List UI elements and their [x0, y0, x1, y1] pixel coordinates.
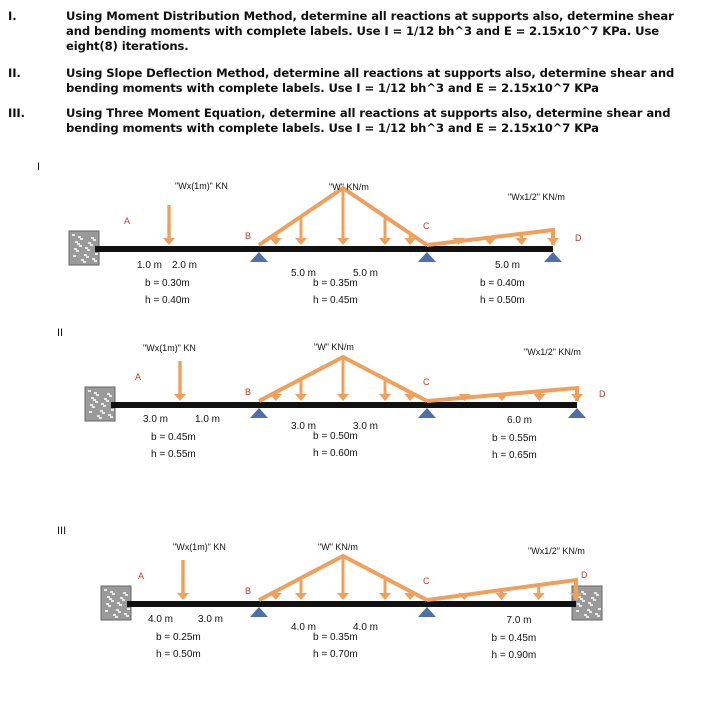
- distributed-load-arrow-head: [404, 394, 416, 401]
- triangular-load-label: "Wx1/2" KN/m: [508, 192, 565, 202]
- span1-height: h = 0.55m: [151, 449, 196, 460]
- point-load-arrow: [174, 361, 186, 401]
- fixed-support-left-speckle: [104, 589, 107, 591]
- pin-support-d: [544, 252, 562, 262]
- distributed-load-arrow: [337, 190, 349, 245]
- joint-label-b: B: [245, 387, 252, 397]
- fixed-support-right-speckle: [596, 594, 599, 596]
- span1-length-a: 3.0 m: [143, 414, 169, 425]
- triangular-load-arrow-head: [496, 394, 508, 401]
- fixed-support-left-speckle: [90, 404, 93, 406]
- fixed-support-left-speckle: [79, 245, 82, 247]
- fixed-support-left-speckle: [94, 392, 97, 394]
- problem-label: II: [57, 327, 64, 339]
- span1-length-a: 4.0 m: [148, 614, 174, 625]
- fixed-support-left-speckle: [113, 614, 116, 616]
- fixed-support-left-speckle: [90, 244, 93, 246]
- joint-label-a: A: [138, 571, 145, 581]
- fixed-support-left-speckle: [94, 260, 97, 262]
- fixed-support-left-speckle: [85, 247, 88, 249]
- triangular-load-arrow: [516, 235, 528, 245]
- span2-length-b: 4.0 m: [353, 622, 379, 633]
- point-load-arrow: [163, 205, 175, 245]
- distributed-load-arrow-head: [270, 238, 282, 245]
- fixed-support-left-speckle: [109, 395, 112, 397]
- fixed-support-right-speckle: [587, 609, 590, 611]
- fixed-support-left-speckle: [92, 406, 95, 408]
- distributed-load-arrow-head: [295, 238, 307, 245]
- span3-height: h = 0.90m: [491, 650, 537, 661]
- distributed-load-arrow-head: [404, 238, 416, 245]
- fixed-support-left-speckle: [101, 403, 104, 405]
- span3-length: 6.0 m: [507, 415, 533, 426]
- fixed-support-right-speckle: [588, 602, 591, 604]
- distributed-load-arrow: [404, 592, 416, 600]
- fixed-support-left-speckle: [97, 415, 100, 417]
- joint-label-c: C: [423, 576, 430, 586]
- fixed-support-right-speckle: [581, 591, 584, 593]
- fixed-support-left-speckle: [91, 397, 94, 399]
- point-load-arrow-head: [177, 593, 189, 600]
- fixed-support-left-speckle: [92, 258, 95, 260]
- joint-label-a: A: [124, 216, 131, 226]
- triangular-load-arrow-head: [571, 394, 583, 401]
- fixed-support-left-speckle: [108, 605, 111, 607]
- point-load-label: "Wx(1m)" KN: [143, 343, 196, 353]
- instruction-3-text: Using Three Moment Equation, determine all reactions at supports also, determine shear and bending moments with complete labels. Use I = 1/12 bh^3 and E = 2.15x10^7 KPa: [66, 106, 671, 135]
- fixed-support-left-speckle: [99, 417, 102, 419]
- fixed-support-left-speckle: [81, 259, 84, 261]
- problem-label: III: [57, 525, 67, 537]
- distributed-load-arrow: [379, 381, 391, 401]
- distributed-load-arrow: [295, 381, 307, 401]
- span3-width: b = 0.40m: [480, 278, 525, 289]
- point-load-arrow-head: [163, 238, 175, 245]
- fixed-support-right-speckle: [589, 611, 592, 613]
- fixed-support-right-speckle: [576, 610, 579, 612]
- fixed-support-left-speckle: [93, 399, 96, 401]
- point-load-arrow: [177, 560, 189, 600]
- span2-height: h = 0.60m: [313, 448, 358, 459]
- fixed-support-left-speckle: [73, 255, 76, 257]
- span2-width: b = 0.35m: [313, 278, 358, 289]
- fixed-support-left-speckle: [117, 602, 120, 604]
- fixed-support-right-speckle: [580, 598, 583, 600]
- fixed-support-left-speckle: [123, 592, 126, 594]
- fixed-support-right-speckle: [582, 600, 585, 602]
- span1-width: b = 0.25m: [156, 632, 201, 643]
- fixed-support-left-speckle: [116, 609, 119, 611]
- distributed-load-arrow-head: [337, 593, 349, 600]
- fixed-support-left-speckle: [89, 411, 92, 413]
- joint-label-d: D: [575, 233, 582, 243]
- fixed-support-left-speckle: [104, 398, 107, 400]
- span2-height: h = 0.70m: [313, 649, 358, 660]
- fixed-support-left-speckle: [118, 611, 121, 613]
- distributed-load-arrow-head: [379, 238, 391, 245]
- fixed-support-right-speckle: [590, 604, 593, 606]
- fixed-support-left-speckle: [107, 393, 110, 395]
- distributed-load-arrow-head: [337, 394, 349, 401]
- fixed-support-left-speckle: [72, 234, 75, 236]
- fixed-support-left-speckle: [115, 616, 118, 618]
- point-load-label: "Wx(1m)" KN: [175, 181, 228, 191]
- beam-problem-2: [57, 327, 606, 461]
- span1-length-b: 2.0 m: [172, 260, 198, 271]
- fixed-support-right-speckle: [579, 605, 582, 607]
- span2-width: b = 0.35m: [313, 632, 358, 643]
- pin-support-c: [418, 252, 436, 262]
- fixed-support-left-speckle: [100, 410, 103, 412]
- fixed-support-left-speckle: [110, 416, 113, 418]
- distributed-load-arrow: [295, 219, 307, 246]
- pin-support-b: [250, 252, 268, 262]
- fixed-support-left-speckle: [95, 253, 98, 255]
- span3-width: b = 0.55m: [492, 433, 537, 444]
- pin-support-b: [250, 408, 268, 418]
- beam: [127, 601, 576, 607]
- fixed-support-left-speckle: [93, 239, 96, 241]
- triangular-load-arrow-head: [516, 238, 528, 245]
- instruction-3-numeral: III.: [8, 106, 25, 120]
- distributed-load-arrow-head: [295, 593, 307, 600]
- fixed-support-right-speckle: [591, 597, 594, 599]
- span1-length-b: 1.0 m: [195, 414, 221, 425]
- beam-problem-3: [57, 525, 602, 661]
- triangular-load-arrow: [571, 389, 583, 401]
- distributed-load-arrow: [270, 393, 282, 401]
- fixed-support-left-speckle: [87, 249, 90, 251]
- fixed-support-left-speckle: [112, 593, 115, 595]
- distributed-load-arrow-head: [379, 593, 391, 600]
- distributed-load-arrow-head: [295, 394, 307, 401]
- fixed-support-left-speckle: [103, 405, 106, 407]
- triangular-load-arrow: [484, 238, 496, 245]
- fixed-support-left-speckle: [78, 236, 81, 238]
- joint-label-b: B: [245, 231, 252, 241]
- fixed-support-left-speckle: [91, 237, 94, 239]
- fixed-support-left-speckle: [105, 610, 108, 612]
- span2-length-a: 3.0 m: [291, 421, 317, 432]
- fixed-support-left-speckle: [77, 243, 80, 245]
- fixed-support-left-speckle: [86, 256, 89, 258]
- fixed-support-right-speckle: [586, 616, 589, 618]
- fixed-support-left-speckle: [119, 604, 122, 606]
- distributed-load-arrow-head: [270, 593, 282, 600]
- instruction-1-numeral: I.: [8, 9, 17, 23]
- span3-length: 5.0 m: [495, 260, 521, 271]
- beam: [95, 246, 553, 252]
- span3-height: h = 0.50m: [480, 295, 525, 306]
- fixed-support-left-speckle: [102, 412, 105, 414]
- fixed-support-left: [69, 231, 99, 265]
- span2-length-b: 3.0 m: [353, 421, 379, 432]
- problem-label: I: [37, 161, 41, 173]
- fixed-support-left-speckle: [111, 409, 114, 411]
- fixed-support-left-speckle: [110, 591, 113, 593]
- triangular-load-label: "Wx1/2" KN/m: [524, 347, 581, 357]
- fixed-support-right-speckle: [584, 614, 587, 616]
- fixed-support-left-speckle: [83, 261, 86, 263]
- fixed-support-left-speckle: [109, 598, 112, 600]
- span1-length-b: 3.0 m: [198, 614, 224, 625]
- pin-support-c: [418, 607, 436, 617]
- triangular-load-arrow-head: [547, 238, 559, 245]
- fixed-support-left-speckle: [125, 594, 128, 596]
- beam-problem-1: [37, 161, 582, 306]
- distributed-load-label: "W" KN/m: [318, 542, 358, 552]
- beam: [111, 402, 577, 408]
- fixed-support-left-speckle: [111, 600, 114, 602]
- span3-length: 7.0 m: [506, 615, 532, 626]
- fixed-support-left-speckle: [96, 394, 99, 396]
- joint-label-d: D: [581, 570, 588, 580]
- distributed-load-arrow: [337, 558, 349, 600]
- span1-width: b = 0.30m: [145, 278, 190, 289]
- triangular-load-arrow: [496, 394, 508, 401]
- fixed-support-right-speckle: [594, 592, 597, 594]
- triangular-load-label: "Wx1/2" KN/m: [528, 546, 585, 556]
- distributed-load-arrow: [404, 393, 416, 401]
- span3-height: h = 0.65m: [492, 450, 537, 461]
- joint-label-c: C: [423, 221, 430, 231]
- fixed-support-right-speckle: [577, 603, 580, 605]
- span1-height: h = 0.50m: [156, 649, 201, 660]
- fixed-support-left-speckle: [88, 390, 91, 392]
- fixed-support-left-speckle: [95, 401, 98, 403]
- distributed-load-arrow-head: [404, 593, 416, 600]
- distributed-load-arrow: [379, 580, 391, 600]
- distributed-load-arrow: [379, 219, 391, 246]
- span2-width: b = 0.50m: [313, 431, 358, 442]
- distributed-load-arrow: [295, 580, 307, 600]
- distributed-load-arrow-head: [270, 394, 282, 401]
- fixed-support-left-speckle: [88, 242, 91, 244]
- fixed-support-left-speckle: [74, 248, 77, 250]
- fixed-support-left-speckle: [108, 414, 111, 416]
- fixed-support-left-speckle: [120, 597, 123, 599]
- instruction-2-text: Using Slope Deflection Method, determine all reactions at supports also, determine shear and bending moments with complete labels. Use I = 1/12 bh^3 and E = 2.15x10^7 KPa: [66, 66, 675, 95]
- pin-support-b: [250, 607, 268, 617]
- triangular-load-arrow: [547, 231, 559, 245]
- span2-height: h = 0.45m: [313, 295, 358, 306]
- fixed-support-left-speckle: [80, 238, 83, 240]
- span2-length-b: 5.0 m: [353, 268, 379, 279]
- span3-width: b = 0.45m: [491, 633, 537, 644]
- fixed-support-right-speckle: [597, 615, 600, 617]
- fixed-support-right-speckle: [595, 613, 598, 615]
- triangular-load-arrow-head: [496, 593, 508, 600]
- fixed-support-left: [101, 586, 131, 620]
- fixed-support-left-speckle: [127, 608, 130, 610]
- pin-support-c: [418, 408, 436, 418]
- span1-width: b = 0.45m: [151, 432, 196, 443]
- fixed-support-left-speckle: [76, 250, 79, 252]
- fixed-support-left-speckle: [84, 254, 87, 256]
- fixed-support-left-speckle: [106, 603, 109, 605]
- joint-label-a: A: [135, 372, 142, 382]
- triangular-load-arrow-head: [533, 593, 545, 600]
- joint-label-c: C: [423, 377, 430, 387]
- distributed-load-label: "W" KN/m: [314, 342, 354, 352]
- distributed-load-label: "W" KN/m: [329, 182, 369, 192]
- triangular-load-arrow-head: [534, 394, 546, 401]
- span1-height: h = 0.40m: [145, 295, 190, 306]
- fixed-support-left-speckle: [107, 596, 110, 598]
- triangular-load-arrow-head: [484, 238, 496, 245]
- span1-length-a: 1.0 m: [137, 260, 163, 271]
- fixed-support-left: [85, 387, 115, 421]
- pin-support-d: [568, 408, 586, 418]
- distributed-load-arrow-head: [379, 394, 391, 401]
- fixed-support-left-speckle: [122, 599, 125, 601]
- fixed-support-left-speckle: [75, 241, 78, 243]
- fixed-support-left-speckle: [106, 400, 109, 402]
- distributed-load-arrow-head: [337, 238, 349, 245]
- triangular-load-arrow: [533, 586, 545, 600]
- point-load-label: "Wx(1m)" KN: [173, 542, 226, 552]
- fixed-support-left-speckle: [126, 615, 129, 617]
- fixed-support-left-speckle: [124, 613, 127, 615]
- span2-length-a: 5.0 m: [291, 268, 317, 279]
- joint-label-d: D: [599, 389, 606, 399]
- distributed-load-arrow: [337, 359, 349, 401]
- fixed-support-right-speckle: [593, 599, 596, 601]
- fixed-support-right-speckle: [598, 608, 601, 610]
- span2-length-a: 4.0 m: [291, 622, 317, 633]
- point-load-arrow-head: [174, 394, 186, 401]
- distributed-load-arrow: [270, 592, 282, 600]
- instruction-1-text: Using Moment Distribution Method, determine all reactions at supports also, determine shear and bending moments with complete labels. Use I = 1/12 bh^3 and E = 2.15x10^7 KPa. Use eight(8) iterations.: [66, 9, 674, 53]
- joint-label-b: B: [245, 586, 252, 596]
- instruction-2-numeral: II.: [8, 66, 21, 80]
- fixed-support-right-speckle: [583, 593, 586, 595]
